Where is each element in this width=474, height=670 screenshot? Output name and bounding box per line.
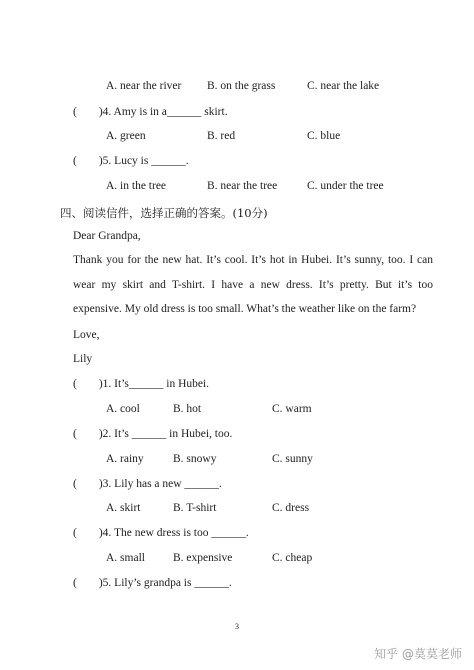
option-c: C. sunny: [272, 453, 313, 465]
option-b: B. snowy: [173, 453, 217, 465]
question-5: [73, 577, 232, 589]
option-b: B. hot: [173, 403, 202, 415]
option-a: A. small: [106, 552, 145, 564]
question-text: )5. Lily’s grandpa is ______.: [98, 577, 232, 589]
question-text: )5. Lucy is ______.: [98, 155, 189, 167]
section-heading: 四、阅读信件，选择正确的答案。(10分): [60, 206, 268, 220]
letter-signature: Lily: [73, 353, 93, 365]
option-a: A. in the tree: [106, 180, 167, 192]
answer-paren-open: (: [73, 106, 77, 118]
option-c: C. under the tree: [307, 180, 384, 192]
question-2: [73, 428, 232, 440]
option-b: B. on the grass: [207, 80, 276, 92]
option-c: C. warm: [272, 403, 312, 415]
answer-paren-open: (: [73, 428, 77, 440]
option-b: B. expensive: [173, 552, 233, 564]
option-a: A. rainy: [106, 453, 144, 465]
question-3: [73, 478, 222, 490]
option-a: A. green: [106, 130, 146, 142]
question-text: )4. Amy is in a______ skirt.: [98, 106, 228, 118]
question-4: [73, 527, 249, 539]
option-c: C. near the lake: [307, 80, 380, 92]
answer-paren-open: (: [73, 378, 77, 390]
option-a: A. skirt: [106, 502, 141, 514]
question-text: )4. The new dress is too ______.: [98, 527, 249, 539]
watermark: 知乎 @莫莫老师: [374, 647, 462, 661]
letter-body: Thank you for the new hat. It’s cool. It’s hot in Hubei. It’s sunny, too. I can wear my skirt and T-shirt. I have a new dress. It’s pretty. But it’s too expensive. My old dress is too small. What’s the weather like on the farm?: [73, 254, 433, 315]
option-c: C. blue: [307, 130, 341, 142]
letter-greeting: Dear Grandpa,: [73, 230, 141, 242]
option-a: A. cool: [106, 403, 140, 415]
option-b: B. near the tree: [207, 180, 278, 192]
answer-paren-open: (: [73, 478, 77, 490]
answer-paren-open: (: [73, 155, 77, 167]
option-b: B. T-shirt: [173, 502, 217, 514]
question-4: [73, 106, 228, 118]
question-text: )3. Lily has a new ______.: [98, 478, 222, 490]
option-a: A. near the river: [106, 80, 182, 92]
question-text: )2. It’s ______ in Hubei, too.: [98, 428, 233, 440]
question-5: [73, 155, 189, 167]
question-text: )1. It’s______ in Hubei.: [98, 378, 210, 390]
option-c: C. dress: [272, 502, 310, 514]
answer-paren-open: (: [73, 577, 77, 589]
page-number: 3: [235, 622, 239, 631]
letter-closing: Love,: [73, 329, 100, 341]
answer-paren-open: (: [73, 527, 77, 539]
option-b: B. red: [207, 130, 236, 142]
option-c: C. cheap: [272, 552, 313, 564]
question-1: [73, 378, 209, 390]
